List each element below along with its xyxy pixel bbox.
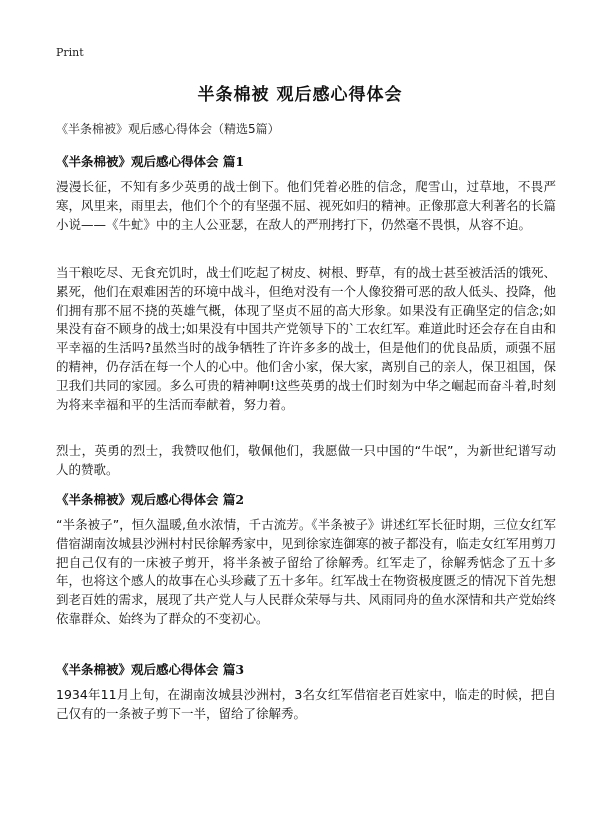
section-heading-2: 《半条棉被》观后感心得体会 篇2 <box>56 492 245 507</box>
document-subtitle: 《半条棉被》观后感心得体会（精选5篇） <box>56 122 280 136</box>
section-heading-3: 《半条棉被》观后感心得体会 篇3 <box>56 662 245 677</box>
section-1-paragraph-3: 烈士，英勇的烈士，我赞叹他们，敬佩他们，我愿做一只中国的“牛氓”，为新世纪谱写动人的赞歌。 <box>56 443 556 477</box>
section-1-paragraph-1: 漫漫长征，不知有多少英勇的战士倒下。他们凭着必胜的信念，爬雪山，过草地，不畏严寒，风里来，雨里去，他们个个的有坚强不屈、视死如归的精神。正像那意大利著名的长篇小说——《牛虻》中的主人公亚瑟，在敌人的严刑拷打下，仍然毫不畏惧，从容不迫。 <box>56 179 557 232</box>
section-2-paragraph-1: “半条被子”，恒久温暖,鱼水浓情，千古流芳。《半条被子》讲述红军长征时期，三位女红军借宿湖南汝城县沙洲村村民徐解秀家中，见到徐家连御寒的被子都没有，临走女红军用剪刀把自己仅有的一床被子剪开，将半条被子留给了徐解秀。红军走了，徐解秀惦念了五十多年，也将这个感人的故事在心头珍藏了五十多年。红军战士在物资极度匮乏的情况下首先想到老百姓的需求，展现了共产党人与人民群众荣辱与共、风雨同舟的鱼水深情和共产党始终依靠群众、始终为了群众的不变初心。 <box>56 517 557 626</box>
page-title: 半条棉被 观后感心得体会 <box>197 85 403 105</box>
section-1-paragraph-2: 当干粮吃尽、无食充饥时，战士们吃起了树皮、树根、野草，有的战士甚至被活活的饿死、累死，他们在艰难困苦的环境中战斗，但绝对没有一个人像狡猾可恶的敌人低头、投降，他们拥有那不屈不挠的英雄气概，体现了坚贞不屈的高大形象。如果没有正确坚定的信念;如果没有奋不顾身的战士;如果没有中国共产党领导下的`工农红军。难道此时还会存在自由和平幸福的生活吗?虽然当时的战争牺牲了许许多多的战士，但是他们的优良品质，顽强不屈的精神，仍存活在每一个人的心中。他们舍小家，保大家，离别自己的亲人，保卫祖国，保卫我们共同的家园。多么可贵的精神啊!这些英勇的战士们时刻为中华之崛起而奋斗着,时刻为将来幸福和平的生活而奉献着，努力着。 <box>56 265 557 412</box>
section-3-paragraph-1: 1934年11月上旬，在湖南汝城县沙洲村，3名女红军借宿老百姓家中，临走的时候，把自己仅有的一条被子剪下一半，留给了徐解秀。 <box>56 687 556 721</box>
section-heading-1: 《半条棉被》观后感心得体会 篇1 <box>56 154 245 169</box>
print-link[interactable]: Print <box>56 46 84 59</box>
